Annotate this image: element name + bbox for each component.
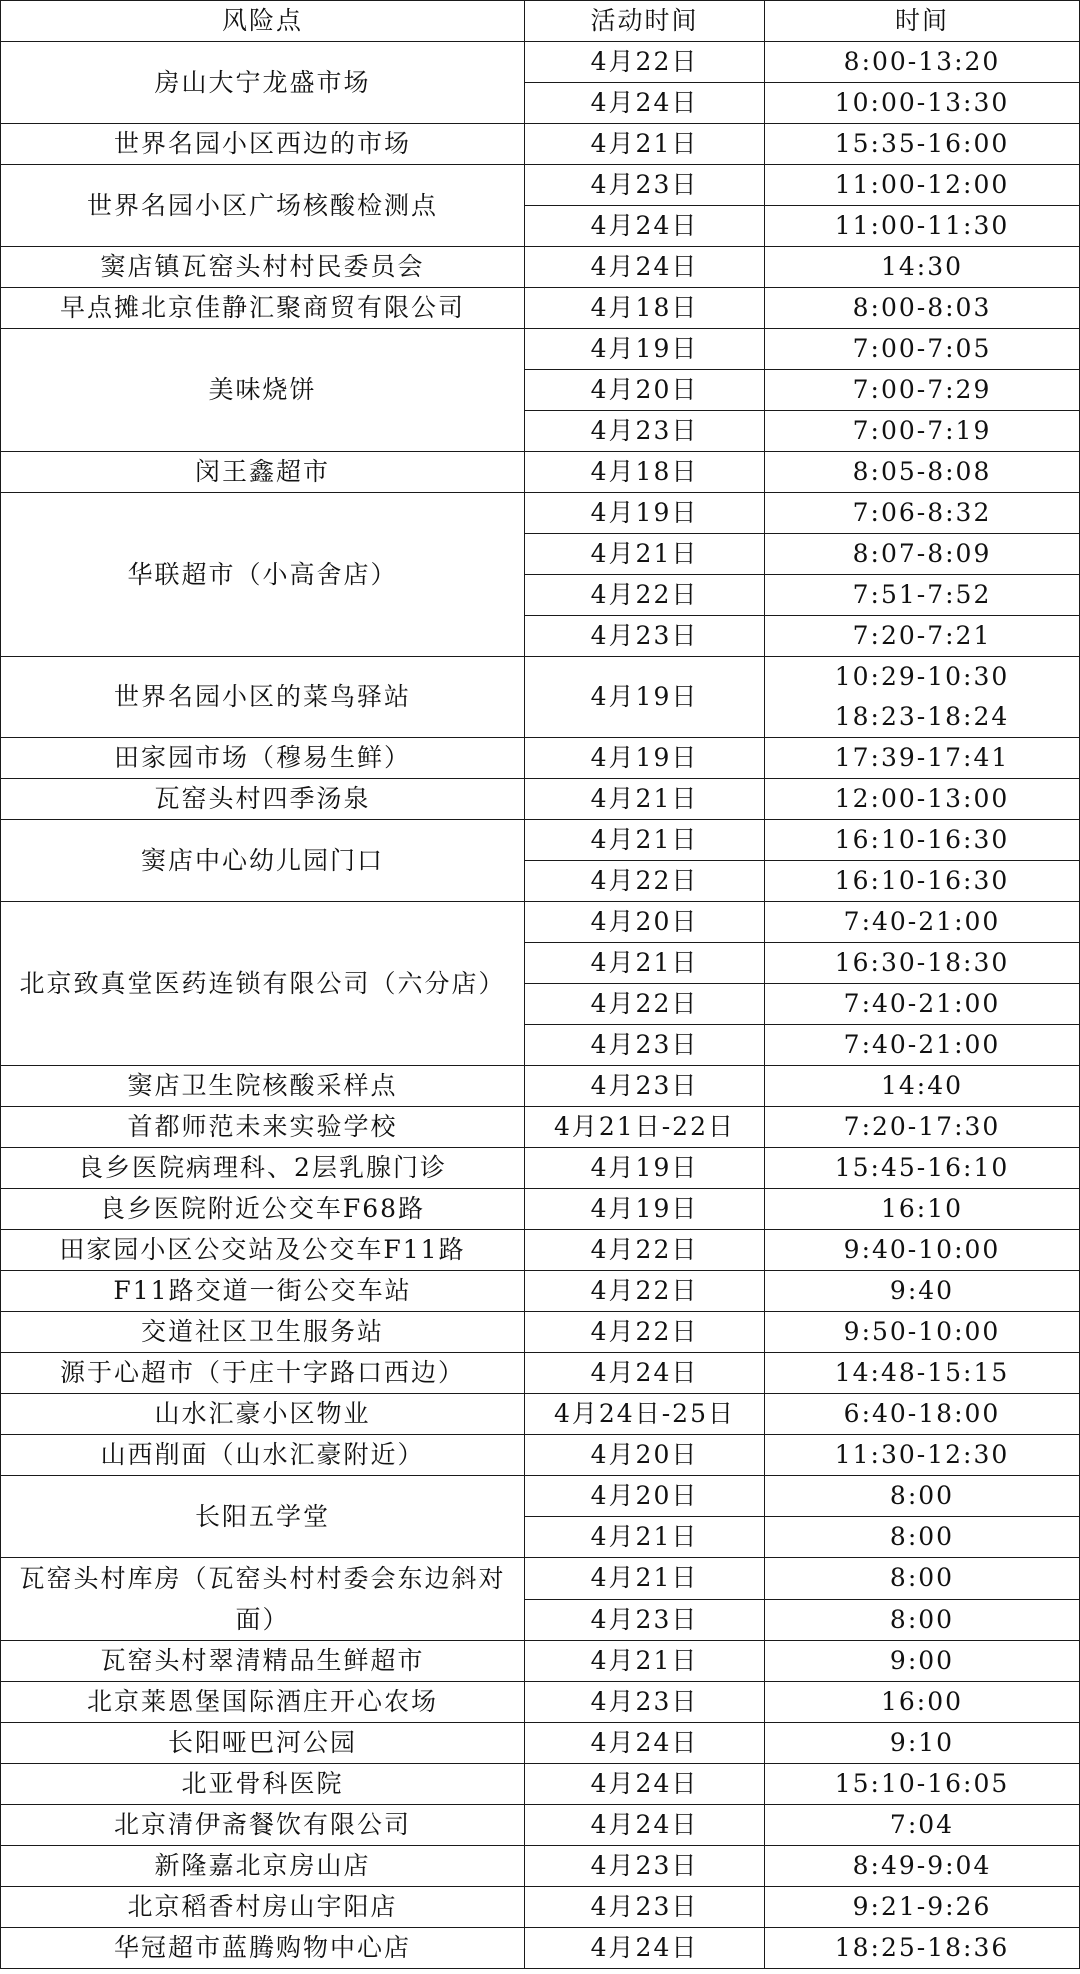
cell-activity-date: 4月24日 [525, 1723, 765, 1764]
cell-activity-date: 4月24日 [525, 1764, 765, 1805]
cell-activity-date: 4月20日 [525, 1476, 765, 1517]
cell-place: 田家园小区公交站及公交车F11路 [1, 1230, 525, 1271]
cell-time: 11:00-11:30 [765, 206, 1080, 247]
cell-place: 北京致真堂医药连锁有限公司（六分店） [1, 902, 525, 1066]
cell-activity-date: 4月24日-25日 [525, 1394, 765, 1435]
cell-time: 7:51-7:52 [765, 575, 1080, 616]
cell-time: 15:35-16:00 [765, 124, 1080, 165]
cell-activity-date: 4月19日 [525, 1189, 765, 1230]
table-row [1, 1230, 1080, 1271]
cell-activity-date: 4月23日 [525, 1887, 765, 1928]
cell-place: 瓦窑头村四季汤泉 [1, 779, 525, 820]
cell-place: 世界名园小区西边的市场 [1, 124, 525, 165]
cell-time: 8:49-9:04 [765, 1846, 1080, 1887]
cell-time: 9:00 [765, 1641, 1080, 1682]
table-row [1, 1887, 1080, 1928]
cell-activity-date: 4月18日 [525, 452, 765, 493]
cell-time: 14:48-15:15 [765, 1353, 1080, 1394]
table-row [1, 1846, 1080, 1887]
cell-time: 16:30-18:30 [765, 943, 1080, 984]
cell-time: 9:40 [765, 1271, 1080, 1312]
cell-time: 10:00-13:30 [765, 83, 1080, 124]
cell-activity-date: 4月19日 [525, 1148, 765, 1189]
cell-time: 16:10 [765, 1189, 1080, 1230]
cell-activity-date: 4月19日 [525, 657, 765, 738]
table-row [1, 1435, 1080, 1476]
cell-activity-date: 4月22日 [525, 861, 765, 902]
time-entry: 10:29-10:30 [834, 662, 1010, 691]
cell-activity-date: 4月24日 [525, 1805, 765, 1846]
cell-place: 良乡医院病理科、2层乳腺门诊 [1, 1148, 525, 1189]
cell-time: 16:10-16:30 [765, 820, 1080, 861]
cell-time: 18:25-18:36 [765, 1928, 1080, 1969]
cell-place: 窦店卫生院核酸采样点 [1, 1066, 525, 1107]
cell-place: 世界名园小区的菜鸟驿站 [1, 657, 525, 738]
cell-activity-date: 4月24日 [525, 1928, 765, 1969]
cell-place: 山水汇豪小区物业 [1, 1394, 525, 1435]
cell-activity-date: 4月24日 [525, 1353, 765, 1394]
cell-place: 良乡医院附近公交车F68路 [1, 1189, 525, 1230]
table-body [1, 42, 1080, 1969]
table-row [1, 779, 1080, 820]
cell-activity-date: 4月19日 [525, 329, 765, 370]
header-place: 风险点 [1, 1, 525, 42]
table-row [1, 1723, 1080, 1764]
cell-time: 8:00 [765, 1558, 1080, 1600]
cell-activity-date: 4月22日 [525, 984, 765, 1025]
time-entry: 18:23-18:24 [834, 702, 1010, 731]
table-row [1, 738, 1080, 779]
cell-activity-date: 4月23日 [525, 1599, 765, 1641]
cell-time: 12:00-13:00 [765, 779, 1080, 820]
cell-time: 15:45-16:10 [765, 1148, 1080, 1189]
cell-activity-date: 4月18日 [525, 288, 765, 329]
cell-place: 世界名园小区广场核酸检测点 [1, 165, 525, 247]
cell-activity-date: 4月24日 [525, 247, 765, 288]
cell-time: 14:40 [765, 1066, 1080, 1107]
cell-time: 9:50-10:00 [765, 1312, 1080, 1353]
cell-place: 首都师范未来实验学校 [1, 1107, 525, 1148]
cell-activity-date: 4月23日 [525, 1025, 765, 1066]
cell-activity-date: 4月23日 [525, 616, 765, 657]
table-row [1, 1312, 1080, 1353]
cell-place: 交道社区卫生服务站 [1, 1312, 525, 1353]
header-row [1, 1, 1080, 42]
cell-activity-date: 4月23日 [525, 1066, 765, 1107]
cell-activity-date: 4月21日 [525, 779, 765, 820]
cell-time: 6:40-18:00 [765, 1394, 1080, 1435]
cell-time: 8:00 [765, 1476, 1080, 1517]
cell-place: 长阳五学堂 [1, 1476, 525, 1558]
cell-time: 9:21-9:26 [765, 1887, 1080, 1928]
cell-time: 9:40-10:00 [765, 1230, 1080, 1271]
cell-place: 瓦窑头村翠清精品生鲜超市 [1, 1641, 525, 1682]
cell-activity-date: 4月23日 [525, 165, 765, 206]
cell-activity-date: 4月22日 [525, 42, 765, 83]
cell-time: 15:10-16:05 [765, 1764, 1080, 1805]
cell-place: F11路交道一街公交车站 [1, 1271, 525, 1312]
cell-place: 房山大宁龙盛市场 [1, 42, 525, 124]
cell-activity-date: 4月22日 [525, 1312, 765, 1353]
cell-activity-date: 4月22日 [525, 1230, 765, 1271]
cell-activity-date: 4月21日 [525, 1641, 765, 1682]
cell-activity-date: 4月21日 [525, 124, 765, 165]
table-row [1, 329, 1080, 370]
table-header [1, 1, 1080, 42]
cell-place: 华联超市（小高舍店） [1, 493, 525, 657]
cell-time: 7:20-7:21 [765, 616, 1080, 657]
cell-time: 7:04 [765, 1805, 1080, 1846]
table-row [1, 1066, 1080, 1107]
header-activity-date: 活动时间 [525, 1, 765, 42]
cell-place: 闵王鑫超市 [1, 452, 525, 493]
cell-time: 7:00-7:05 [765, 329, 1080, 370]
cell-place: 瓦窑头村库房（瓦窑头村村委会东边斜对面） [1, 1558, 525, 1641]
table-row [1, 247, 1080, 288]
cell-time: 11:00-12:00 [765, 165, 1080, 206]
cell-activity-date: 4月20日 [525, 902, 765, 943]
cell-time: 7:00-7:29 [765, 370, 1080, 411]
table-row [1, 452, 1080, 493]
table-row [1, 1558, 1080, 1600]
cell-place: 早点摊北京佳静汇聚商贸有限公司 [1, 288, 525, 329]
cell-activity-date: 4月23日 [525, 1682, 765, 1723]
cell-activity-date: 4月21日 [525, 534, 765, 575]
cell-place: 源于心超市（于庄十字路口西边） [1, 1353, 525, 1394]
table-row [1, 1764, 1080, 1805]
cell-time: 8:00 [765, 1599, 1080, 1641]
cell-time: 7:40-21:00 [765, 902, 1080, 943]
cell-time: 7:20-17:30 [765, 1107, 1080, 1148]
cell-place: 窦店镇瓦窑头村村民委员会 [1, 247, 525, 288]
cell-activity-date: 4月22日 [525, 1271, 765, 1312]
table-row [1, 1271, 1080, 1312]
cell-place: 窦店中心幼儿园门口 [1, 820, 525, 902]
cell-time: 8:05-8:08 [765, 452, 1080, 493]
cell-place: 北亚骨科医院 [1, 1764, 525, 1805]
table-row [1, 1189, 1080, 1230]
cell-time: 7:00-7:19 [765, 411, 1080, 452]
cell-time [765, 657, 1080, 738]
cell-time: 16:10-16:30 [765, 861, 1080, 902]
cell-place: 田家园市场（穆易生鲜） [1, 738, 525, 779]
cell-activity-date: 4月22日 [525, 575, 765, 616]
cell-time: 8:07-8:09 [765, 534, 1080, 575]
cell-activity-date: 4月20日 [525, 370, 765, 411]
cell-place: 新隆嘉北京房山店 [1, 1846, 525, 1887]
cell-activity-date: 4月23日 [525, 1846, 765, 1887]
table-row [1, 657, 1080, 738]
cell-place: 北京清伊斋餐饮有限公司 [1, 1805, 525, 1846]
cell-place: 长阳哑巴河公园 [1, 1723, 525, 1764]
cell-time: 8:00 [765, 1517, 1080, 1558]
table-row [1, 1148, 1080, 1189]
cell-time: 7:40-21:00 [765, 1025, 1080, 1066]
table-row [1, 493, 1080, 534]
cell-activity-date: 4月23日 [525, 411, 765, 452]
cell-time: 8:00-8:03 [765, 288, 1080, 329]
table-row [1, 1641, 1080, 1682]
cell-place: 美味烧饼 [1, 329, 525, 452]
cell-time: 17:39-17:41 [765, 738, 1080, 779]
cell-time: 14:30 [765, 247, 1080, 288]
table-row [1, 165, 1080, 206]
cell-activity-date: 4月21日 [525, 943, 765, 984]
cell-activity-date: 4月24日 [525, 206, 765, 247]
cell-time: 8:00-13:20 [765, 42, 1080, 83]
table-row [1, 1805, 1080, 1846]
cell-place: 山西削面（山水汇豪附近） [1, 1435, 525, 1476]
table-row [1, 124, 1080, 165]
table-row [1, 820, 1080, 861]
table-row [1, 1353, 1080, 1394]
table-row [1, 1476, 1080, 1517]
cell-place: 北京莱恩堡国际酒庄开心农场 [1, 1682, 525, 1723]
cell-time: 11:30-12:30 [765, 1435, 1080, 1476]
cell-time: 7:06-8:32 [765, 493, 1080, 534]
header-time: 时间 [765, 1, 1080, 42]
cell-place: 华冠超市蓝腾购物中心店 [1, 1928, 525, 1969]
table-row [1, 1928, 1080, 1969]
cell-time: 9:10 [765, 1723, 1080, 1764]
cell-activity-date: 4月19日 [525, 493, 765, 534]
table-row [1, 288, 1080, 329]
cell-activity-date: 4月19日 [525, 738, 765, 779]
cell-activity-date: 4月21日 [525, 820, 765, 861]
table-row [1, 1107, 1080, 1148]
cell-activity-date: 4月21日 [525, 1517, 765, 1558]
cell-activity-date: 4月24日 [525, 83, 765, 124]
table-row [1, 1394, 1080, 1435]
cell-time: 16:00 [765, 1682, 1080, 1723]
cell-activity-date: 4月21日 [525, 1558, 765, 1600]
table-row [1, 42, 1080, 83]
table-row [1, 902, 1080, 943]
cell-time: 7:40-21:00 [765, 984, 1080, 1025]
cell-place: 北京稻香村房山宇阳店 [1, 1887, 525, 1928]
cell-activity-date: 4月20日 [525, 1435, 765, 1476]
cell-activity-date: 4月21日-22日 [525, 1107, 765, 1148]
table-row [1, 1682, 1080, 1723]
